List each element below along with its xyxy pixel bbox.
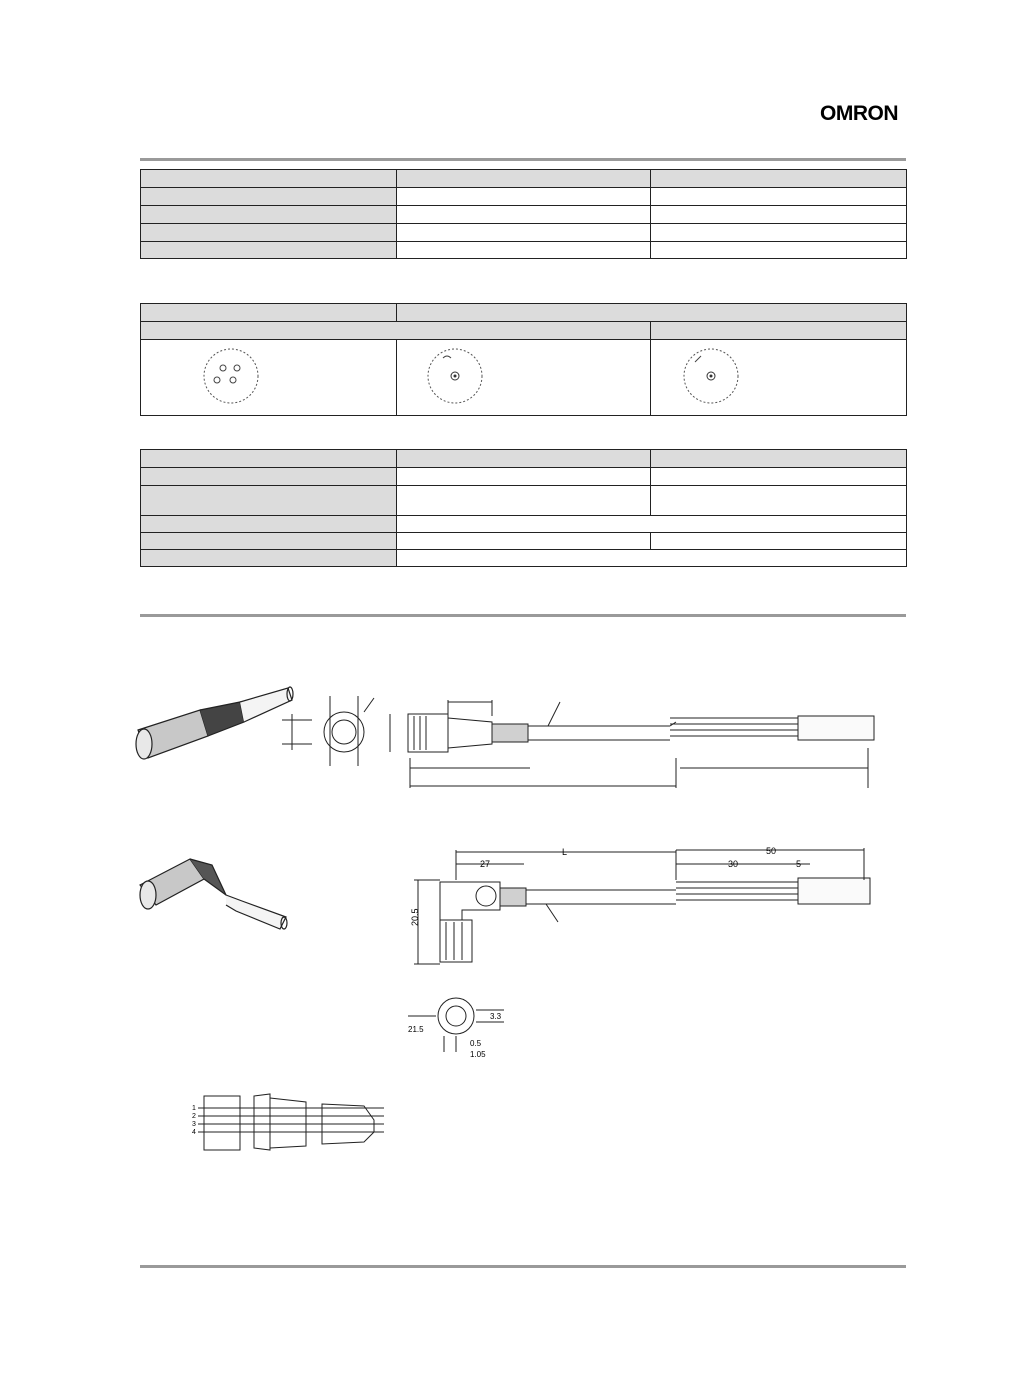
pin-face-a-figure: [141, 340, 395, 410]
dim-0-5-label: 0.5: [470, 1039, 482, 1048]
dim-21-5-label: 21.5: [408, 1025, 424, 1034]
table-row: [141, 188, 907, 206]
straight-connector-side-drawing: [380, 688, 880, 798]
omron-logo-mark: [820, 98, 908, 128]
pin-face-c-figure: [651, 340, 905, 410]
right-angle-connector-side-drawing: [400, 840, 880, 980]
dim-length-label: L: [562, 847, 568, 857]
spec-table-3: [140, 449, 907, 567]
right-angle-connector-illustration: [130, 845, 310, 935]
spec-table-1: [140, 169, 907, 259]
table-row: [141, 533, 907, 550]
pin-arrangement-table: [140, 303, 907, 416]
dim-20-5-label: 20.5: [410, 908, 420, 926]
dim-30-label: 30: [728, 859, 739, 869]
omron-logo: [820, 98, 908, 128]
table-row: [141, 516, 907, 533]
dim-27-label: 27: [480, 859, 491, 869]
pin-1-label: 1: [192, 1105, 196, 1112]
dim-3-3-label: 3.3: [490, 1012, 502, 1021]
dim-1-05-label: 1.05: [470, 1050, 486, 1059]
right-angle-connector-front-view: [400, 990, 520, 1060]
pin-face-b-figure: [397, 340, 651, 410]
table-row: [141, 224, 907, 242]
table-row: [141, 242, 907, 259]
section-rule: [140, 614, 906, 617]
table-row: [141, 206, 907, 224]
pin-4-label: 4: [192, 1129, 196, 1136]
pin-2-label: 2: [192, 1113, 196, 1120]
table-row: [141, 340, 907, 416]
section-rule: [140, 158, 906, 161]
omron-logo-text: OMRON: [820, 102, 898, 125]
pin-3-label: 3: [192, 1121, 196, 1128]
dim-50-label: 50: [766, 846, 777, 856]
table-row: [141, 550, 907, 567]
straight-connector-front-view: [272, 690, 382, 770]
footer-rule: [140, 1265, 906, 1268]
table-row: [141, 486, 907, 516]
dim-5-label: 5: [796, 859, 802, 869]
connector-pin-side-view: [188, 1090, 388, 1156]
table-header-row: [141, 450, 907, 468]
table-header-row: [141, 322, 907, 340]
table-header-row: [141, 170, 907, 188]
table-row: [141, 468, 907, 486]
table-header-row: [141, 304, 907, 322]
